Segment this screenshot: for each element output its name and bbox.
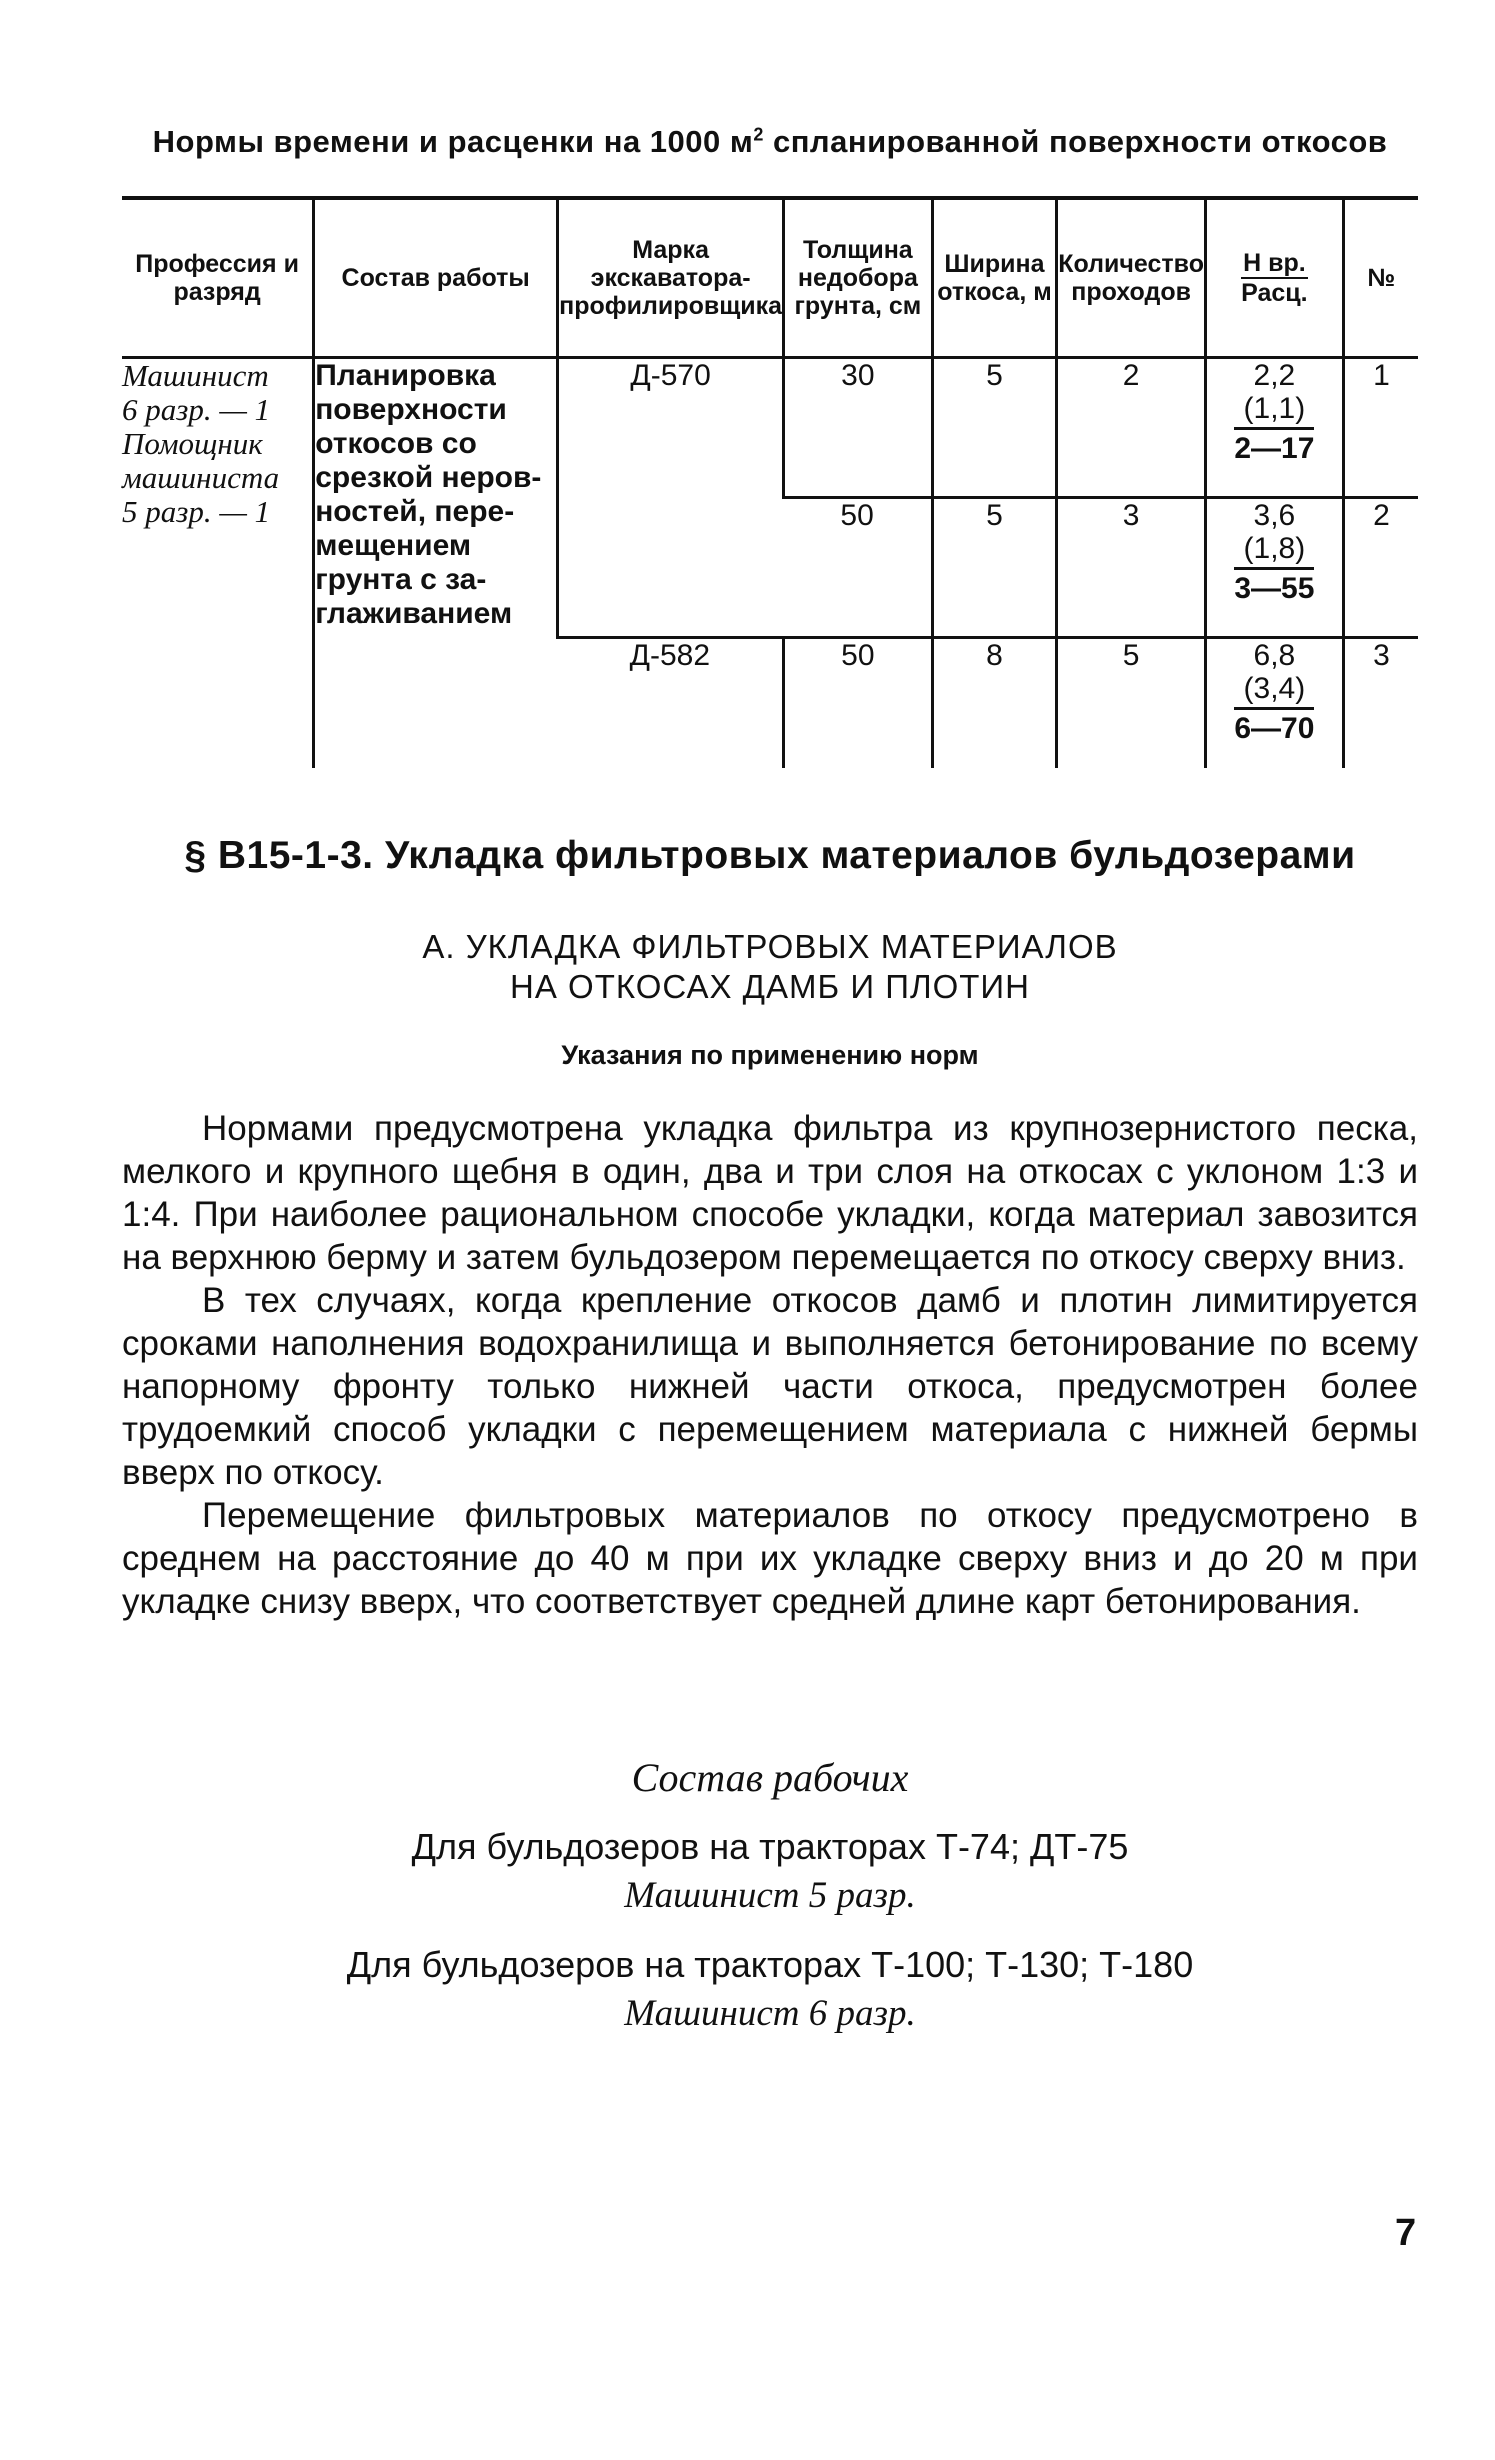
subsection-title [120, 927, 1420, 1007]
price: 3—55 [1234, 572, 1315, 605]
header-rate [1205, 198, 1343, 358]
header-profession: Профессия и разряд [135, 250, 299, 306]
norms-table [122, 196, 1418, 768]
header-rate-top: Н вр. [1243, 249, 1306, 277]
work-cell [314, 358, 558, 768]
profession-line: 5 разр. — 1 [122, 494, 271, 529]
time-norm: 2,2 [1253, 359, 1296, 392]
width-cell: 8 [932, 638, 1057, 768]
rate-cell [1205, 358, 1343, 498]
profession-cell [122, 358, 314, 768]
header-thickness: Толщина недобора грунта, см [784, 198, 933, 358]
body-text [122, 1107, 1418, 1623]
table-title-pre: Нормы времени и расценки на 1000 м [152, 124, 754, 159]
thickness-cell: 30 [784, 358, 933, 498]
count-cell: 5 [1057, 638, 1206, 768]
num-cell: 3 [1343, 638, 1418, 768]
time-norm: 6,8 [1253, 639, 1296, 672]
thickness-cell: 50 [784, 638, 933, 768]
crew-title: Состав рабочих [631, 1755, 909, 1800]
profession-line: Машинист [122, 358, 269, 393]
header-mark: Марка экскаватора-профилировщика [558, 198, 784, 358]
profession-line: 6 разр. — 1 [122, 392, 271, 427]
table-row [122, 358, 1418, 498]
work-line: Планировка [315, 359, 496, 392]
hint-title: Указания по применению норм [561, 1040, 979, 1070]
profession-line: Помощник [122, 426, 263, 461]
work-line: откосов со [315, 427, 477, 460]
num-cell: 2 [1343, 498, 1418, 638]
work-line: срезкой неров- [315, 461, 542, 494]
table-title-sup: 2 [753, 124, 764, 145]
helper-time: (1,1) [1234, 392, 1314, 430]
header-num: № [1343, 198, 1418, 358]
paragraph: Нормами предусмотрена укладка фильтра из крупнозернистого песка, мелкого и крупного щебня в один, два и три слоя на откосах с уклоном 1:3 и 1:4. При наиболее рациональном способе укладки, когда материал завозится на верхнюю берму и затем бульдозером перемещается по откосу сверху вниз. [122, 1109, 1418, 1277]
crew-role: Машинист 5 разр. [624, 1875, 916, 1916]
mark-cell: Д-570 [558, 358, 784, 638]
header-width: Ширина откоса, м [932, 198, 1057, 358]
work-line: глаживанием [315, 597, 513, 630]
header-work: Состав работы [314, 198, 558, 358]
mark-cell: Д-582 [558, 638, 784, 768]
paragraph: В тех случаях, когда крепление откосов дамб и плотин лимитируется сроками наполнения водохранилища и выполняется бетонирование по всему напорному фронту только нижней части откоса, предусмотрен более трудоемкий способ укладки с перемещением материала с нижней бермы вверх по откосу. [122, 1281, 1418, 1492]
header-rate-bottom: Расц. [1241, 279, 1308, 307]
table-title-post: спланированной поверхности откосов [763, 124, 1388, 159]
subsection-line: А. УКЛАДКА ФИЛЬТРОВЫХ МАТЕРИАЛОВ [422, 928, 1118, 965]
count-cell: 3 [1057, 498, 1206, 638]
width-cell: 5 [932, 358, 1057, 498]
work-line: ностей, пере- [315, 495, 515, 528]
paragraph: Перемещение фильтровых материалов по откосу предусмотрено в среднем на расстояние до 40 м при их укладке сверху вниз и до 20 м при укладке снизу вверх, что соответствует средней длине карт бетонирования. [122, 1496, 1418, 1621]
price: 2—17 [1234, 432, 1315, 465]
crew-role: Машинист 6 разр. [624, 1993, 916, 2034]
table-header-row [122, 198, 1418, 358]
page-number: 7 [1395, 2212, 1417, 2254]
subsection-line: НА ОТКОСАХ ДАМБ И ПЛОТИН [510, 968, 1030, 1005]
work-line: мещением [315, 529, 472, 562]
crew-line: Для бульдозеров на тракторах Т-100; Т-130; Т-180 [346, 1944, 1194, 1985]
section-title: § В15-1-3. Укладка фильтровых материалов бульдозерами [184, 834, 1356, 877]
crew-line: Для бульдозеров на тракторах Т-74; ДТ-75 [411, 1826, 1129, 1867]
price: 6—70 [1234, 712, 1315, 745]
profession-line: машиниста [122, 460, 280, 495]
num-cell: 1 [1343, 358, 1418, 498]
header-count: Количество проходов [1057, 198, 1206, 358]
width-cell: 5 [932, 498, 1057, 638]
work-line: грунта с за- [315, 563, 487, 596]
helper-time: (3,4) [1234, 672, 1314, 710]
table-title [120, 124, 1420, 160]
time-norm: 3,6 [1253, 499, 1296, 532]
helper-time: (1,8) [1234, 532, 1314, 570]
count-cell: 2 [1057, 358, 1206, 498]
rate-cell [1205, 638, 1343, 768]
rate-cell [1205, 498, 1343, 638]
thickness-cell: 50 [784, 498, 933, 638]
work-line: поверхности [315, 393, 507, 426]
